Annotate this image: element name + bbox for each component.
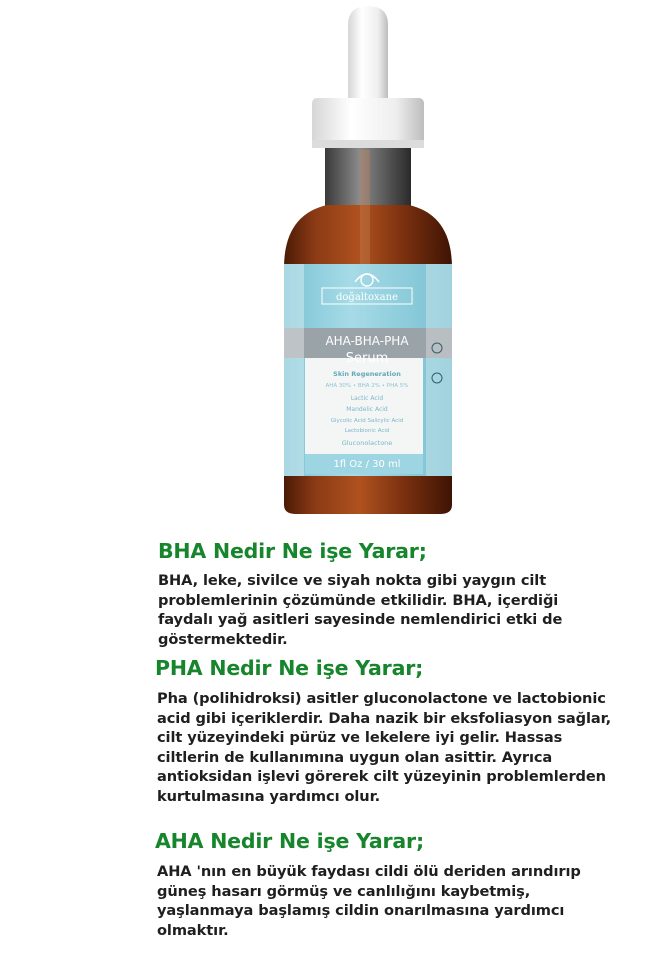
product-subtitle: Skin Regeneration [333,370,401,378]
pha-description: Pha (polihidroksi) asitler gluconolactone ve lactobionic acid gibi içeriklerdir. Daha nazik bir eksfoliasyon sağlar, cilt yüzeyindeki pürüz ve lekelere iyi gelir. Hassas ciltlerin de kullanımına uygun olan asittir. Ayrıca antioksidan işlevi görerek cilt yüzeyinin problemlerden kurtulmasına yardımcı olur. [157,690,612,805]
ingredient-4: Lactobionic Acid [344,428,390,434]
dropper-collar [312,98,424,148]
bottle-label [284,264,452,476]
product-volume: 1fl Oz / 30 ml [333,459,401,470]
pha-heading: PHA Nedir Ne işe Yarar; [155,656,424,680]
ingredient-2: Mandelic Acid [346,406,388,413]
ingredient-1: Lactic Acid [350,395,384,402]
product-concentration: AHA 30% • BHA 2% • PHA 5% [325,383,409,389]
ingredient-5: Gluconolactone [341,439,393,447]
product-name-line2: Serum [345,351,389,366]
brand-text: doğaltoxane [336,292,398,303]
product-name-line1: AHA-BHA-PHA [325,334,409,348]
dropper-bulb [348,6,388,100]
ingredient-3: Glycolic Acid Salicylic Acid [330,418,404,424]
serum-bottle-image [255,0,475,520]
aha-heading: AHA Nedir Ne işe Yarar; [155,829,424,853]
bha-heading: BHA Nedir Ne işe Yarar; [158,539,427,563]
bha-description: BHA, leke, sivilce ve siyah nokta gibi yaygın cilt problemlerinin çözümünde etkilidir. BHA, içerdiği faydalı yağ asitleri sayesinde nemlendirici etki de göstermektedir. [158,572,563,648]
aha-description: AHA 'nın en büyük faydası cildi ölü deriden arındırıp güneş hasarı görmüş ve canlılığını kaybetmiş, yaşlanmaya başlamış cildin onarılmasına yardımcı olmaktır. [157,863,581,939]
